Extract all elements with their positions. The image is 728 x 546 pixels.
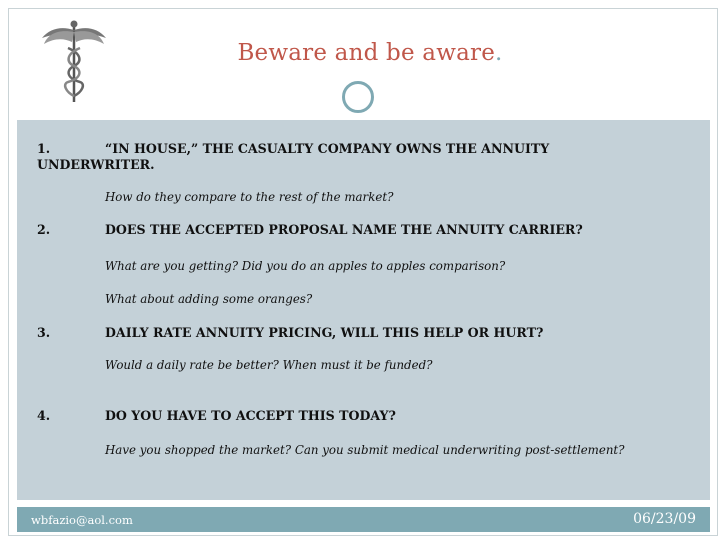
note-2b: What about adding some oranges? bbox=[105, 292, 313, 306]
caduceus-icon bbox=[40, 18, 108, 104]
item-2-text: DOES THE ACCEPTED PROPOSAL NAME THE ANNUITY CARRIER? bbox=[105, 222, 583, 237]
slide-title-punct: . bbox=[495, 40, 503, 66]
item-2-number: 2. bbox=[37, 222, 51, 237]
item-1 bbox=[37, 141, 549, 156]
note-3: Would a daily rate be better? When must it be funded? bbox=[105, 358, 433, 372]
item-4-number: 4. bbox=[37, 408, 51, 423]
slide-title-text: Beware and be aware bbox=[237, 40, 496, 66]
item-1-number: 1. bbox=[37, 141, 51, 156]
slide-title bbox=[170, 40, 570, 66]
footer-date: 06/23/09 bbox=[633, 511, 696, 527]
footer-email: wbfazio@aol.com bbox=[31, 513, 133, 527]
item-2 bbox=[37, 222, 583, 237]
item-1-text: “IN HOUSE,” THE CASUALTY COMPANY OWNS THE ANNUITY bbox=[105, 141, 550, 156]
item-4 bbox=[37, 408, 396, 423]
item-4-text: DO YOU HAVE TO ACCEPT THIS TODAY? bbox=[105, 408, 396, 423]
note-4: Have you shopped the market? Can you submit medical underwriting post-settlement? bbox=[105, 443, 625, 457]
item-3-number: 3. bbox=[37, 325, 51, 340]
item-3 bbox=[37, 325, 543, 340]
footer-bar bbox=[17, 507, 710, 532]
item-3-text: DAILY RATE ANNUITY PRICING, WILL THIS HELP OR HURT? bbox=[105, 325, 544, 340]
item-1-line2 bbox=[37, 157, 155, 172]
note-1: How do they compare to the rest of the market? bbox=[105, 190, 394, 204]
item-1-text2: UNDERWRITER. bbox=[37, 157, 155, 172]
note-2a: What are you getting? Did you do an apples to apples comparison? bbox=[105, 259, 506, 273]
circle-ornament-icon bbox=[342, 81, 374, 113]
